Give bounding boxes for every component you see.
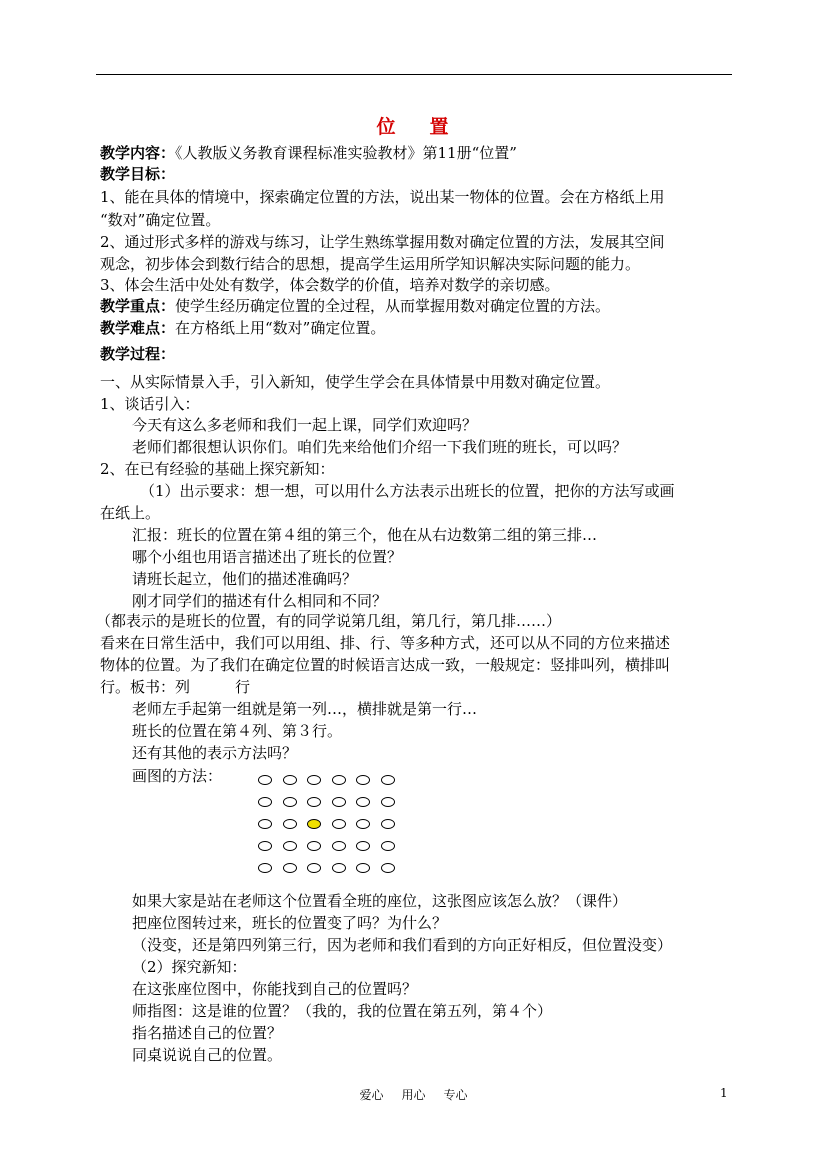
seat-row bbox=[258, 857, 406, 879]
seat bbox=[356, 841, 370, 851]
paragraph: （2）探究新知： bbox=[132, 958, 247, 976]
goals-heading: 教学目标： bbox=[100, 165, 176, 183]
content-label: 教学内容： bbox=[100, 144, 176, 162]
drawing-method-label: 画图的方法： bbox=[132, 767, 223, 785]
footer-text: 专心 bbox=[443, 1088, 468, 1102]
monitor-seat bbox=[307, 819, 321, 829]
process-step-1: 一、从实际情景入手，引入新知，使学生学会在具体情景中用数对确定位置。 bbox=[100, 373, 611, 391]
goal-3: 3、体会生活中处处有数学，体会数学的价值，培养对数学的亲切感。 bbox=[100, 276, 560, 294]
seat bbox=[307, 841, 321, 851]
title-char-1: 位 bbox=[376, 116, 398, 138]
difficulty-text: 在方格纸上用“数对”确定位置。 bbox=[175, 319, 386, 337]
paragraph: 还有其他的表示方法吗？ bbox=[132, 744, 298, 762]
key-point-line bbox=[100, 296, 610, 316]
paragraph: 如果大家是站在老师这个位置看全班的座位，这张图应该怎么放？（课件） bbox=[132, 892, 628, 910]
seat bbox=[356, 775, 370, 785]
paragraph: 指名描述自己的位置？ bbox=[132, 1024, 283, 1042]
seat bbox=[356, 797, 370, 807]
paragraph: 把座位图转过来，班长的位置变了吗？为什么？ bbox=[132, 914, 448, 932]
key-point-label: 教学重点： bbox=[100, 297, 176, 315]
page-title bbox=[0, 112, 827, 139]
seat bbox=[258, 819, 272, 829]
seat bbox=[283, 775, 297, 785]
seat bbox=[356, 819, 370, 829]
footer-text: 爱心 bbox=[359, 1088, 384, 1102]
paragraph: （没变，还是第四列第三行，因为老师和我们看到的方向正好相反，但位置没变） bbox=[132, 936, 673, 954]
difficulty-line bbox=[100, 318, 385, 338]
paragraph: 请班长起立，他们的描述准确吗？ bbox=[132, 570, 358, 588]
seat-diagram bbox=[258, 769, 406, 879]
paragraph: 看来在日常生活中，我们可以用组、排、行、等多种方式，还可以从不同的方位来描述 bbox=[100, 634, 671, 652]
goal-2-line-2: 观念，初步体会到数行结合的思想，提高学生运用所学知识解决实际问题的能力。 bbox=[100, 255, 641, 273]
seat-row bbox=[258, 769, 406, 791]
seat bbox=[332, 841, 346, 851]
paragraph: 师指图：这是谁的位置？（我的，我的位置在第五列，第４个） bbox=[132, 1002, 553, 1020]
seat bbox=[381, 819, 395, 829]
footer-text: 用心 bbox=[401, 1088, 426, 1102]
explore-heading: 2、在已有经验的基础上探究新知： bbox=[100, 460, 335, 478]
seat bbox=[332, 797, 346, 807]
seat-row bbox=[258, 791, 406, 813]
seat bbox=[307, 775, 321, 785]
paragraph: 同桌说说自己的位置。 bbox=[132, 1046, 283, 1064]
paragraph: 在这张座位图中，你能找到自己的位置吗？ bbox=[132, 980, 418, 998]
seat-row bbox=[258, 813, 406, 835]
seat bbox=[283, 841, 297, 851]
talk-intro-heading: 1、谈话引入： bbox=[100, 395, 200, 413]
paragraph: （都表示的是班长的位置，有的同学说第几组，第几行，第几排……） bbox=[96, 612, 562, 630]
seat bbox=[307, 863, 321, 873]
paragraph: 汇报：班长的位置在第４组的第三个，他在从右边数第二组的第三排… bbox=[132, 526, 598, 544]
seat bbox=[356, 863, 370, 873]
seat bbox=[258, 775, 272, 785]
seat bbox=[283, 797, 297, 807]
paragraph: （1）出示要求：想一想，可以用什么方法表示出班长的位置，把你的方法写或画 bbox=[140, 482, 675, 500]
seat bbox=[381, 775, 395, 785]
seat bbox=[332, 863, 346, 873]
content-line bbox=[100, 143, 517, 163]
paragraph: 行。板书：列 行 bbox=[100, 678, 251, 696]
paragraph: 在纸上。 bbox=[100, 504, 161, 522]
seat bbox=[258, 797, 272, 807]
seat bbox=[307, 797, 321, 807]
goal-1-line-1: 1、能在具体的情境中，探索确定位置的方法，说出某一物体的位置。会在方格纸上用 bbox=[100, 188, 665, 206]
paragraph: 班长的位置在第４列、第３行。 bbox=[132, 722, 343, 740]
paragraph: 物体的位置。为了我们在确定位置的时候语言达成一致，一般规定：竖排叫列，横排叫 bbox=[100, 656, 671, 674]
goal-2-line-1: 2、通过形式多样的游戏与练习，让学生熟练掌握用数对确定位置的方法，发展其空间 bbox=[100, 233, 665, 251]
paragraph: 刚才同学们的描述有什么相同和不同？ bbox=[132, 592, 388, 610]
key-point-text: 使学生经历确定位置的全过程，从而掌握用数对确定位置的方法。 bbox=[175, 297, 611, 315]
seat bbox=[381, 841, 395, 851]
paragraph: 今天有这么多老师和我们一起上课，同学们欢迎吗？ bbox=[132, 416, 478, 434]
paragraph: 老师左手起第一组就是第一列…，横排就是第一行… bbox=[132, 700, 478, 718]
seat bbox=[381, 797, 395, 807]
seat bbox=[283, 819, 297, 829]
seat-row bbox=[258, 835, 406, 857]
seat bbox=[258, 863, 272, 873]
seat bbox=[332, 819, 346, 829]
seat bbox=[381, 863, 395, 873]
header-rule bbox=[96, 74, 732, 75]
goal-1-line-2: “数对”确定位置。 bbox=[100, 211, 221, 229]
difficulty-label: 教学难点： bbox=[100, 319, 176, 337]
paragraph: 哪个小组也用语言描述出了班长的位置？ bbox=[132, 548, 403, 566]
paragraph: 老师们都很想认识你们。咱们先来给他们介绍一下我们班的班长，可以吗？ bbox=[132, 438, 628, 456]
page-footer bbox=[0, 1086, 827, 1103]
content-text: 《人教版义务教育课程标准实验教材》第11册“位置” bbox=[175, 144, 517, 162]
page-number: 1 bbox=[720, 1086, 728, 1100]
process-heading: 教学过程： bbox=[100, 345, 176, 363]
seat bbox=[258, 841, 272, 851]
seat bbox=[283, 863, 297, 873]
seat bbox=[332, 775, 346, 785]
title-char-2: 置 bbox=[429, 116, 451, 138]
